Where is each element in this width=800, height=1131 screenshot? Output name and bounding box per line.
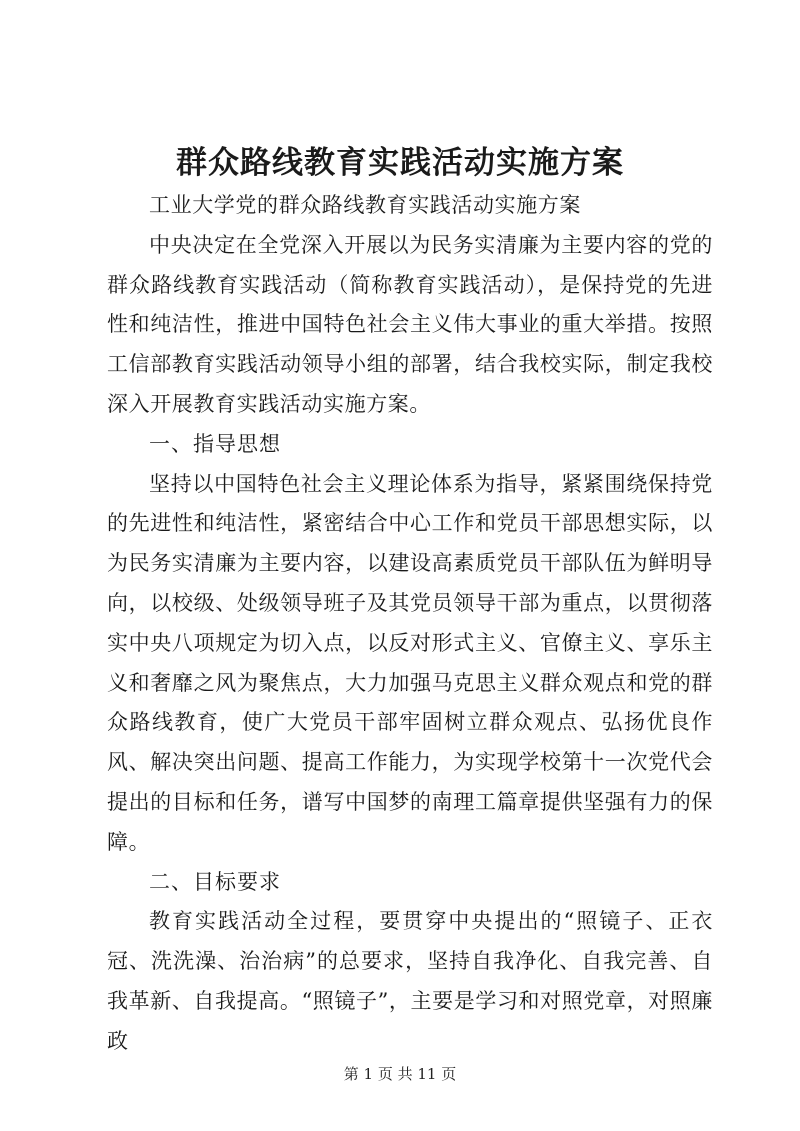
paragraph-guiding-ideology: 坚持以中国特色社会主义理论体系为指导，紧紧围绕保持党的先进性和纯洁性，紧密结合中心工作和党员干部思想实际，以为民务实清廉为主要内容，以建设高素质党员干部队伍为鲜明导向，以校级、处级领导班子及其党员领导干部为重点，以贯彻落实中央八项规定为切入点，以反对形式主义、官僚主义、享乐主义和奢靡之风为聚焦点，大力加强马克思主义群众观点和党的群众路线教育，使广大党员干部牢固树立群众观点、弘扬优良作风、解决突出问题、提高工作能力，为实现学校第十一次党代会提出的目标和任务，谱写中国梦的南理工篇章提供坚强有力的保障。: [107, 471, 713, 854]
section-heading-guiding-ideology: 一、指导思想: [149, 431, 281, 456]
paragraph-intro: 中央决定在全党深入开展以为民务实清廉为主要内容的党的群众路线教育实践活动（简称教育实践活动），是保持党的先进性和纯洁性，推进中国特色社会主义伟大事业的重大举措。按照工信部教育实践活动领导小组的部署，结合我校实际，制定我校深入开展教育实践活动实施方案。: [107, 232, 713, 416]
page-footer: 第 1 页 共 11 页: [343, 1065, 457, 1083]
document-title: 群众路线教育实践活动实施方案: [176, 145, 624, 181]
paragraph-goals: 教育实践活动全过程，要贯穿中央提出的“照镜子、正衣冠、洗洗澡、治治病”的总要求，坚持自我净化、自我完善、自我革新、自我提高。“照镜子”，主要是学习和对照党章，对照廉政: [107, 909, 713, 1053]
paragraph-subtitle: 工业大学党的群众路线教育实践活动实施方案: [149, 193, 581, 217]
document-body: [107, 186, 713, 1062]
section-heading-goals: 二、目标要求: [149, 869, 281, 894]
